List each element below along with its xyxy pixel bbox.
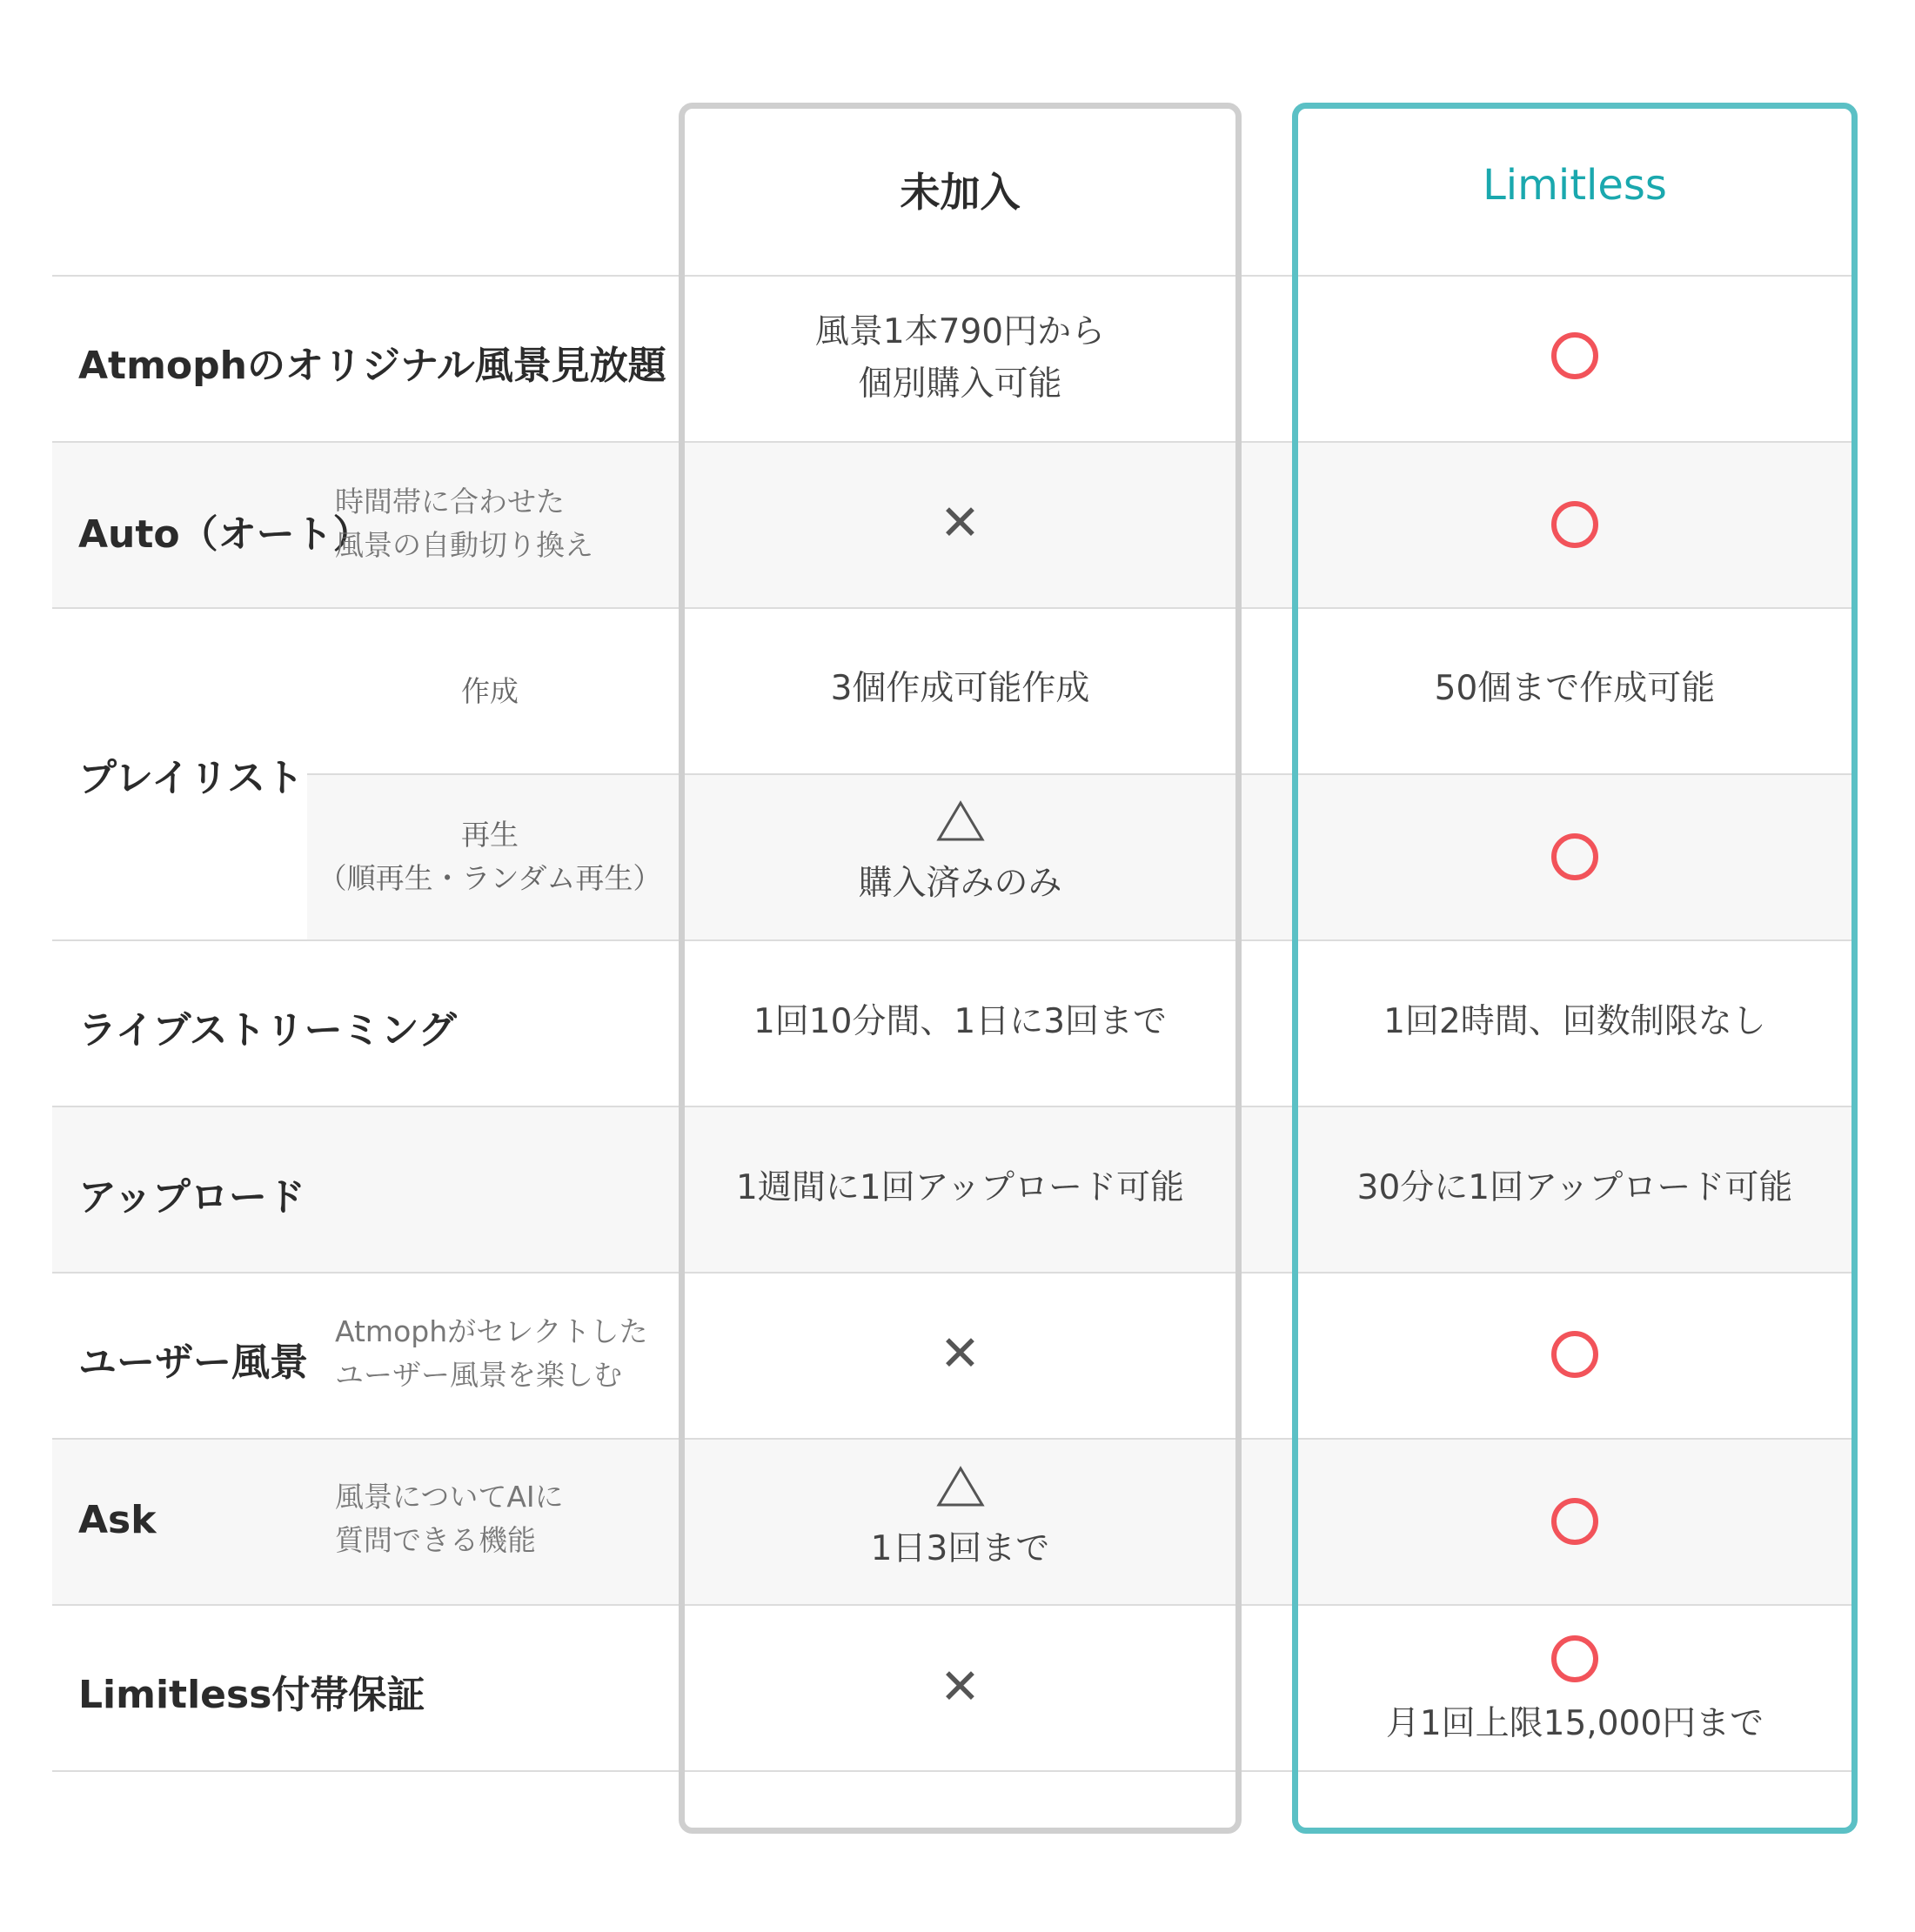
limitless-warranty-note: 月1回上限15,000円まで [1385,1704,1764,1743]
playlist-play-line1: 再生 [461,818,519,852]
triangle-icon [936,800,985,842]
free-cell-upload: 1週間に1回アップロード可能 [736,1168,1184,1207]
ask-desc-line1: 風景についてAIに [335,1480,564,1514]
limitless-cell-live: 1回2時間、回数制限なし [1383,1002,1766,1041]
playlist-sub-create: 作成 [461,674,519,708]
row-label-ask: Ask [78,1498,157,1542]
row-label-original: Atmophのオリジナル風景見放題 [78,344,666,388]
limitless-cell-auto [1298,501,1851,564]
limitless-cell-warranty [1298,1635,1851,1750]
ask-desc-line2: 質問できる機能 [335,1523,536,1557]
limitless-cell-original [1298,332,1851,395]
playlist-play-line2: （順再生・ランダム再生） [318,861,662,895]
user-desc-line1: Atmophがセレクトした [335,1314,648,1348]
row-label-warranty: Limitless付帯保証 [78,1673,425,1717]
free-column-header: 未加入 [900,169,1021,216]
circle-icon [1551,1498,1598,1545]
free-original-line2: 個別購入可能 [858,364,1062,404]
free-ask-note: 1日3回まで [870,1529,1050,1568]
limitless-column-header: Limitless [1483,161,1667,210]
row-label-upload: アップロード [78,1175,305,1220]
auto-desc-line1: 時間帯に合わせた [335,485,565,518]
circle-icon [1551,1635,1598,1682]
row-label-auto: Auto（オート） [78,512,372,557]
free-cell-playlist-play [685,800,1235,910]
free-cell-live: 1回10分間、1日に3回まで [753,1002,1168,1041]
circle-icon [1551,833,1598,880]
free-cell-ask [685,1466,1235,1575]
triangle-icon [936,1466,985,1507]
circle-icon [1551,1331,1598,1378]
limitless-cell-upload: 30分に1回アップロード可能 [1356,1168,1793,1207]
cross-icon: ✕ [940,1659,981,1715]
cross-icon: ✕ [940,1326,981,1382]
circle-icon [1551,332,1598,379]
free-cell-original [685,306,1235,411]
playlist-sub-play [307,813,673,900]
row-label-live: ライブストリーミング [78,1008,457,1053]
free-cell-playlist-create: 3個作成可能作成 [830,669,1090,708]
free-playlist-play-note: 購入済みのみ [858,864,1062,903]
circle-icon [1551,501,1598,548]
user-desc-line2: ユーザー風景を楽しむ [335,1358,622,1392]
row-label-playlist: プレイリスト [78,756,305,800]
cross-icon: ✕ [940,495,981,552]
limitless-cell-ask [1298,1498,1851,1561]
limitless-cell-playlist-create: 50個まで作成可能 [1434,669,1716,708]
free-cell-user [685,1328,1235,1386]
free-original-line1: 風景1本790円から [814,312,1106,351]
free-cell-warranty [685,1661,1235,1719]
auto-desc-line2: 風景の自動切り換え [335,528,593,562]
limitless-cell-playlist-play [1298,833,1851,896]
row-desc-ask [335,1475,564,1562]
row-label-user: ユーザー風景 [78,1340,308,1385]
row-desc-user [335,1310,647,1397]
limitless-cell-user [1298,1331,1851,1394]
row-desc-auto [335,480,593,567]
free-cell-auto [685,495,1235,555]
